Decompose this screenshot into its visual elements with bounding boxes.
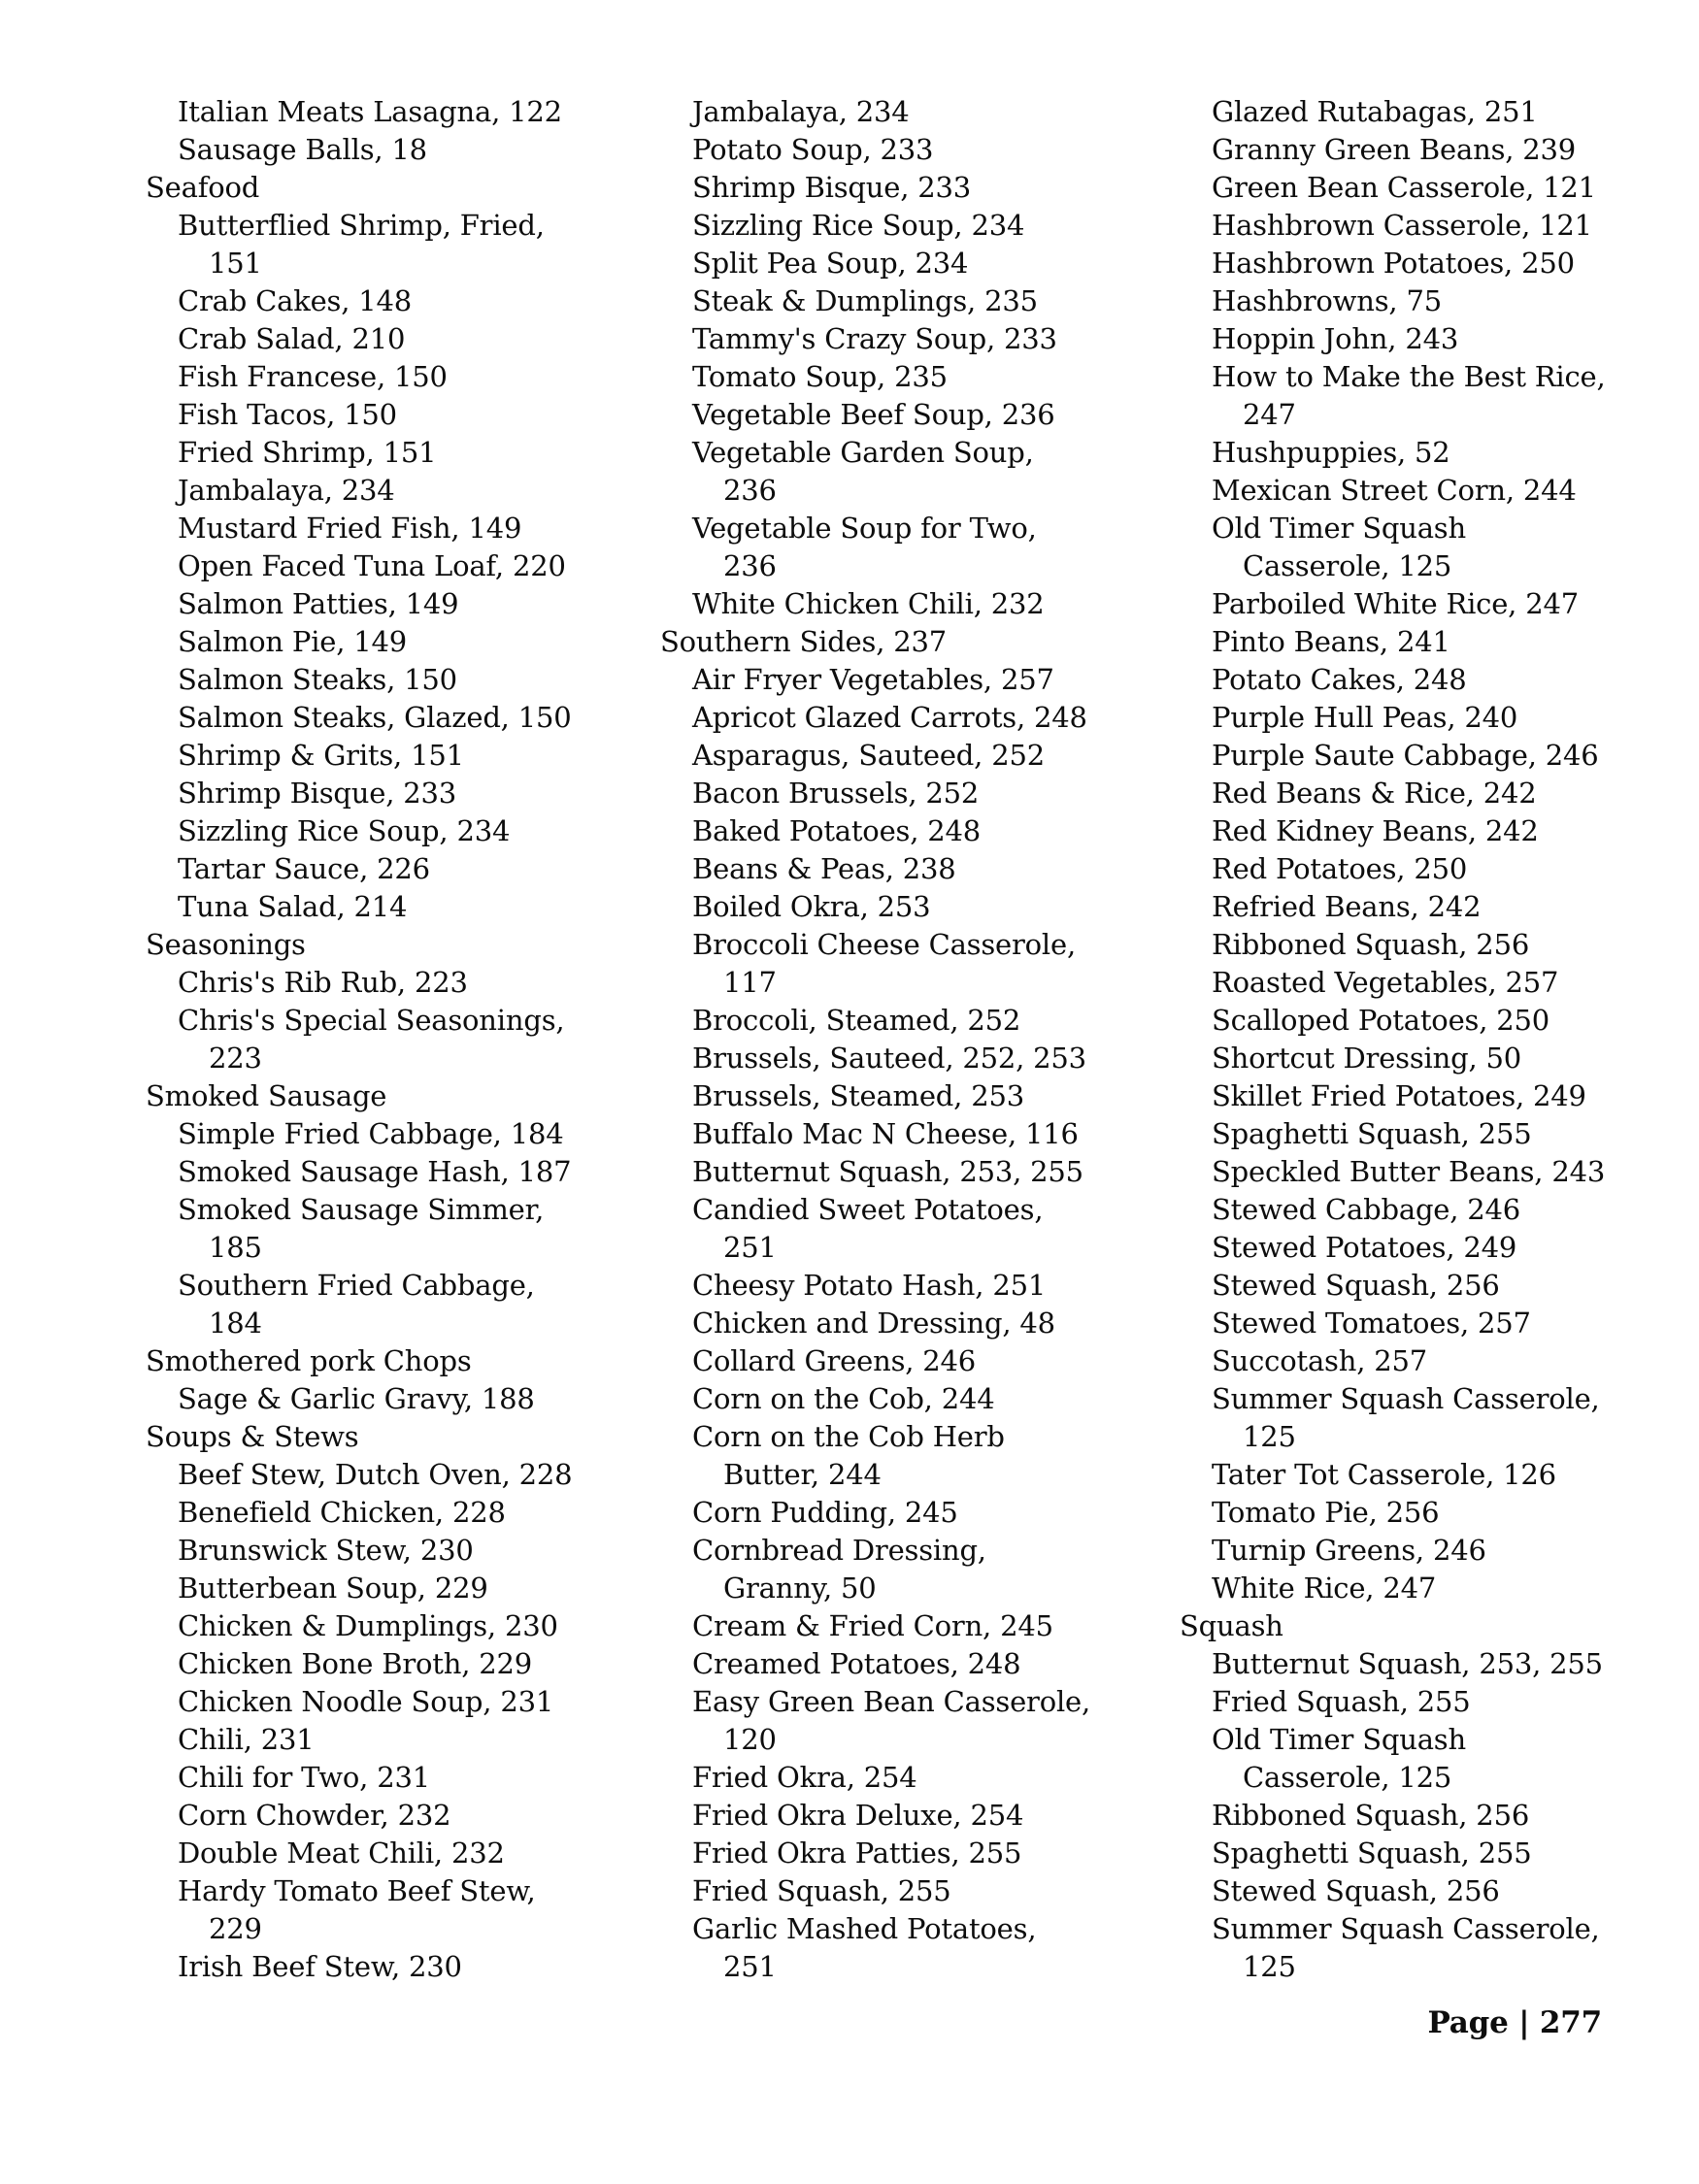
index-entry: Brunswick Stew, 230 <box>178 1534 474 1567</box>
section-header: Smoked Sausage <box>146 1079 387 1112</box>
index-entry: Roasted Vegetables, 257 <box>1212 966 1559 999</box>
index-column-1 <box>146 93 660 1986</box>
index-entry: Butternut Squash, 253, 255 <box>692 1155 1083 1188</box>
index-entry: Sage & Garlic Gravy, 188 <box>178 1382 535 1415</box>
index-entry-continuation: 251 <box>723 1950 777 1983</box>
index-entry: Corn Pudding, 245 <box>692 1496 958 1529</box>
index-entry: Bacon Brussels, 252 <box>692 777 980 810</box>
index-entry: Hashbrown Casserole, 121 <box>1212 209 1592 242</box>
index-entry: White Chicken Chili, 232 <box>692 587 1045 620</box>
index-entry: Crab Cakes, 148 <box>178 284 413 317</box>
index-entry: Crab Salad, 210 <box>178 322 406 355</box>
index-entry: Garlic Mashed Potatoes, <box>692 1912 1037 1945</box>
section-header: Southern Sides, 237 <box>660 625 947 658</box>
index-entry: Corn Chowder, 232 <box>178 1799 451 1832</box>
index-entry: Cornbread Dressing, <box>692 1534 986 1567</box>
index-column-2 <box>660 93 1180 1986</box>
index-entry: Butterbean Soup, 229 <box>178 1572 488 1605</box>
index-entry: Granny Green Beans, 239 <box>1212 133 1577 166</box>
index-entry: Turnip Greens, 246 <box>1212 1534 1486 1567</box>
index-entry: Salmon Steaks, Glazed, 150 <box>178 701 572 734</box>
index-entry: Fried Squash, 255 <box>1212 1685 1471 1718</box>
index-entry: Chili for Two, 231 <box>178 1761 430 1794</box>
section-header: Soups & Stews <box>146 1420 359 1453</box>
index-entry: Shrimp Bisque, 233 <box>178 777 457 810</box>
index-entry: Red Potatoes, 250 <box>1212 852 1468 885</box>
index-entry: Speckled Butter Beans, 243 <box>1212 1155 1606 1188</box>
index-entry: Hushpuppies, 52 <box>1212 436 1450 469</box>
index-entry: Succotash, 257 <box>1212 1344 1427 1377</box>
index-entry-continuation: 151 <box>209 247 262 280</box>
index-entry: Ribboned Squash, 256 <box>1212 1799 1530 1832</box>
index-entry: Smoked Sausage Simmer, <box>178 1193 545 1226</box>
index-entry: Vegetable Beef Soup, 236 <box>692 398 1055 431</box>
index-entry: Corn on the Cob Herb <box>692 1420 1005 1453</box>
index-entry: Chicken Noodle Soup, 231 <box>178 1685 554 1718</box>
index-entry-continuation: 223 <box>209 1042 262 1075</box>
index-entry: Split Pea Soup, 234 <box>692 247 969 280</box>
index-entry: Fish Tacos, 150 <box>178 398 397 431</box>
index-entry: Tomato Pie, 256 <box>1212 1496 1440 1529</box>
index-entry: Sizzling Rice Soup, 234 <box>178 814 511 847</box>
index-entry: Sausage Balls, 18 <box>178 133 427 166</box>
index-entry: Southern Fried Cabbage, <box>178 1269 535 1302</box>
index-entry: Refried Beans, 242 <box>1212 890 1482 923</box>
index-entry: Vegetable Garden Soup, <box>692 436 1034 469</box>
index-entry: Summer Squash Casserole, <box>1212 1912 1600 1945</box>
index-entry: Jambalaya, 234 <box>178 474 395 507</box>
index-entry: Butterflied Shrimp, Fried, <box>178 209 545 242</box>
index-entry: Tomato Soup, 235 <box>692 360 948 393</box>
index-entry-continuation: 125 <box>1243 1950 1296 1983</box>
index-entry-continuation: Casserole, 125 <box>1243 549 1452 582</box>
index-entry: Easy Green Bean Casserole, <box>692 1685 1091 1718</box>
index-entry: White Rice, 247 <box>1212 1572 1437 1605</box>
index-entry: How to Make the Best Rice, <box>1212 360 1606 393</box>
index-entry: Salmon Patties, 149 <box>178 587 459 620</box>
index-entry: Steak & Dumplings, 235 <box>692 284 1038 317</box>
index-entry-continuation: 229 <box>209 1912 262 1945</box>
index-entry: Old Timer Squash <box>1212 512 1466 545</box>
index-entry: Parboiled White Rice, 247 <box>1212 587 1579 620</box>
index-entry: Potato Soup, 233 <box>692 133 934 166</box>
index-entry: Chris's Special Seasonings, <box>178 1004 565 1037</box>
index-entry: Chicken and Dressing, 48 <box>692 1307 1055 1340</box>
index-entry: Candied Sweet Potatoes, <box>692 1193 1044 1226</box>
index-entry: Shortcut Dressing, 50 <box>1212 1042 1522 1075</box>
index-entry: Broccoli Cheese Casserole, <box>692 928 1076 961</box>
index-entry: Asparagus, Sauteed, 252 <box>692 739 1045 772</box>
index-entry: Scalloped Potatoes, 250 <box>1212 1004 1550 1037</box>
index-entry-continuation: 125 <box>1243 1420 1296 1453</box>
index-entry-continuation: 247 <box>1243 398 1296 431</box>
index-entry: Benefield Chicken, 228 <box>178 1496 506 1529</box>
index-entry: Jambalaya, 234 <box>692 95 910 128</box>
index-entry: Stewed Cabbage, 246 <box>1212 1193 1521 1226</box>
index-entry: Stewed Squash, 256 <box>1212 1269 1500 1302</box>
index-entry: Purple Saute Cabbage, 246 <box>1212 739 1599 772</box>
index-entry: Boiled Okra, 253 <box>692 890 931 923</box>
index-entry: Tater Tot Casserole, 126 <box>1212 1458 1556 1491</box>
page-number: Page | 277 <box>1427 2005 1602 2040</box>
index-entry: Air Fryer Vegetables, 257 <box>692 663 1054 696</box>
index-entry: Apricot Glazed Carrots, 248 <box>692 701 1087 734</box>
index-entry: Salmon Pie, 149 <box>178 625 408 658</box>
index-entry: Hashbrown Potatoes, 250 <box>1212 247 1575 280</box>
index-entry: Beans & Peas, 238 <box>692 852 956 885</box>
index-entry: Mustard Fried Fish, 149 <box>178 512 522 545</box>
index-entry: Hardy Tomato Beef Stew, <box>178 1874 536 1907</box>
index-entry: Glazed Rutabagas, 251 <box>1212 95 1538 128</box>
index-entry: Sizzling Rice Soup, 234 <box>692 209 1025 242</box>
index-entry: Fried Okra, 254 <box>692 1761 917 1794</box>
index-entry: Tuna Salad, 214 <box>178 890 408 923</box>
index-entry: Chris's Rib Rub, 223 <box>178 966 468 999</box>
section-header: Squash <box>1180 1609 1283 1642</box>
index-entry: Ribboned Squash, 256 <box>1212 928 1530 961</box>
index-entry: Fried Okra Patties, 255 <box>692 1837 1022 1870</box>
index-entry: Brussels, Steamed, 253 <box>692 1079 1024 1112</box>
index-entry-continuation: 251 <box>723 1231 777 1264</box>
index-entry: Summer Squash Casserole, <box>1212 1382 1600 1415</box>
index-entry: Stewed Squash, 256 <box>1212 1874 1500 1907</box>
index-entry: Smoked Sausage Hash, 187 <box>178 1155 572 1188</box>
index-entry: Chili, 231 <box>178 1723 315 1756</box>
index-entry: Corn on the Cob, 244 <box>692 1382 995 1415</box>
index-entry: Mexican Street Corn, 244 <box>1212 474 1577 507</box>
index-entry: Vegetable Soup for Two, <box>692 512 1037 545</box>
index-column-3 <box>1180 93 1680 1986</box>
index-entry: Beef Stew, Dutch Oven, 228 <box>178 1458 573 1491</box>
index-entry: Italian Meats Lasagna, 122 <box>178 95 562 128</box>
index-entry: Shrimp & Grits, 151 <box>178 739 464 772</box>
index-entry: Creamed Potatoes, 248 <box>692 1647 1021 1680</box>
index-entry: Hashbrowns, 75 <box>1212 284 1442 317</box>
index-columns <box>146 93 1680 1986</box>
section-header: Smothered pork Chops <box>146 1344 472 1377</box>
index-entry: Collard Greens, 246 <box>692 1344 977 1377</box>
index-entry: Open Faced Tuna Loaf, 220 <box>178 549 566 582</box>
index-entry: Fried Squash, 255 <box>692 1874 951 1907</box>
index-entry: Shrimp Bisque, 233 <box>692 171 972 204</box>
index-entry: Cream & Fried Corn, 245 <box>692 1609 1053 1642</box>
index-entry-continuation: Butter, 244 <box>723 1458 882 1491</box>
index-entry: Butternut Squash, 253, 255 <box>1212 1647 1603 1680</box>
index-entry: Baked Potatoes, 248 <box>692 814 982 847</box>
index-entry: Buffalo Mac N Cheese, 116 <box>692 1117 1079 1150</box>
index-entry: Tartar Sauce, 226 <box>178 852 430 885</box>
index-entry: Irish Beef Stew, 230 <box>178 1950 462 1983</box>
index-entry: Pinto Beans, 241 <box>1212 625 1450 658</box>
index-entry: Cheesy Potato Hash, 251 <box>692 1269 1047 1302</box>
index-entry: Fried Okra Deluxe, 254 <box>692 1799 1024 1832</box>
index-entry: Chicken Bone Broth, 229 <box>178 1647 532 1680</box>
index-entry: Red Kidney Beans, 242 <box>1212 814 1539 847</box>
index-entry: Double Meat Chili, 232 <box>178 1837 505 1870</box>
index-entry: Stewed Potatoes, 249 <box>1212 1231 1517 1264</box>
index-entry: Skillet Fried Potatoes, 249 <box>1212 1079 1586 1112</box>
index-entry: Fish Francese, 150 <box>178 360 448 393</box>
index-entry: Purple Hull Peas, 240 <box>1212 701 1518 734</box>
index-entry: Stewed Tomatoes, 257 <box>1212 1307 1531 1340</box>
index-entry-continuation: Granny, 50 <box>723 1572 877 1605</box>
index-entry: Potato Cakes, 248 <box>1212 663 1467 696</box>
section-header: Seafood <box>146 171 260 204</box>
index-entry: Spaghetti Squash, 255 <box>1212 1837 1532 1870</box>
index-entry-continuation: 117 <box>723 966 777 999</box>
index-entry-continuation: 184 <box>209 1307 262 1340</box>
index-entry: Spaghetti Squash, 255 <box>1212 1117 1532 1150</box>
index-entry-continuation: 120 <box>723 1723 777 1756</box>
section-header: Seasonings <box>146 928 306 961</box>
index-entry: Tammy's Crazy Soup, 233 <box>692 322 1057 355</box>
index-entry: Salmon Steaks, 150 <box>178 663 457 696</box>
index-entry: Red Beans & Rice, 242 <box>1212 777 1537 810</box>
index-entry-continuation: Casserole, 125 <box>1243 1761 1452 1794</box>
index-entry-continuation: 236 <box>723 549 777 582</box>
index-entry: Simple Fried Cabbage, 184 <box>178 1117 564 1150</box>
index-entry: Green Bean Casserole, 121 <box>1212 171 1596 204</box>
index-entry: Chicken & Dumplings, 230 <box>178 1609 558 1642</box>
index-entry: Fried Shrimp, 151 <box>178 436 437 469</box>
index-entry-continuation: 185 <box>209 1231 262 1264</box>
index-entry: Broccoli, Steamed, 252 <box>692 1004 1021 1037</box>
index-entry: Hoppin John, 243 <box>1212 322 1459 355</box>
index-entry-continuation: 236 <box>723 474 777 507</box>
index-entry: Old Timer Squash <box>1212 1723 1466 1756</box>
index-entry: Brussels, Sauteed, 252, 253 <box>692 1042 1086 1075</box>
